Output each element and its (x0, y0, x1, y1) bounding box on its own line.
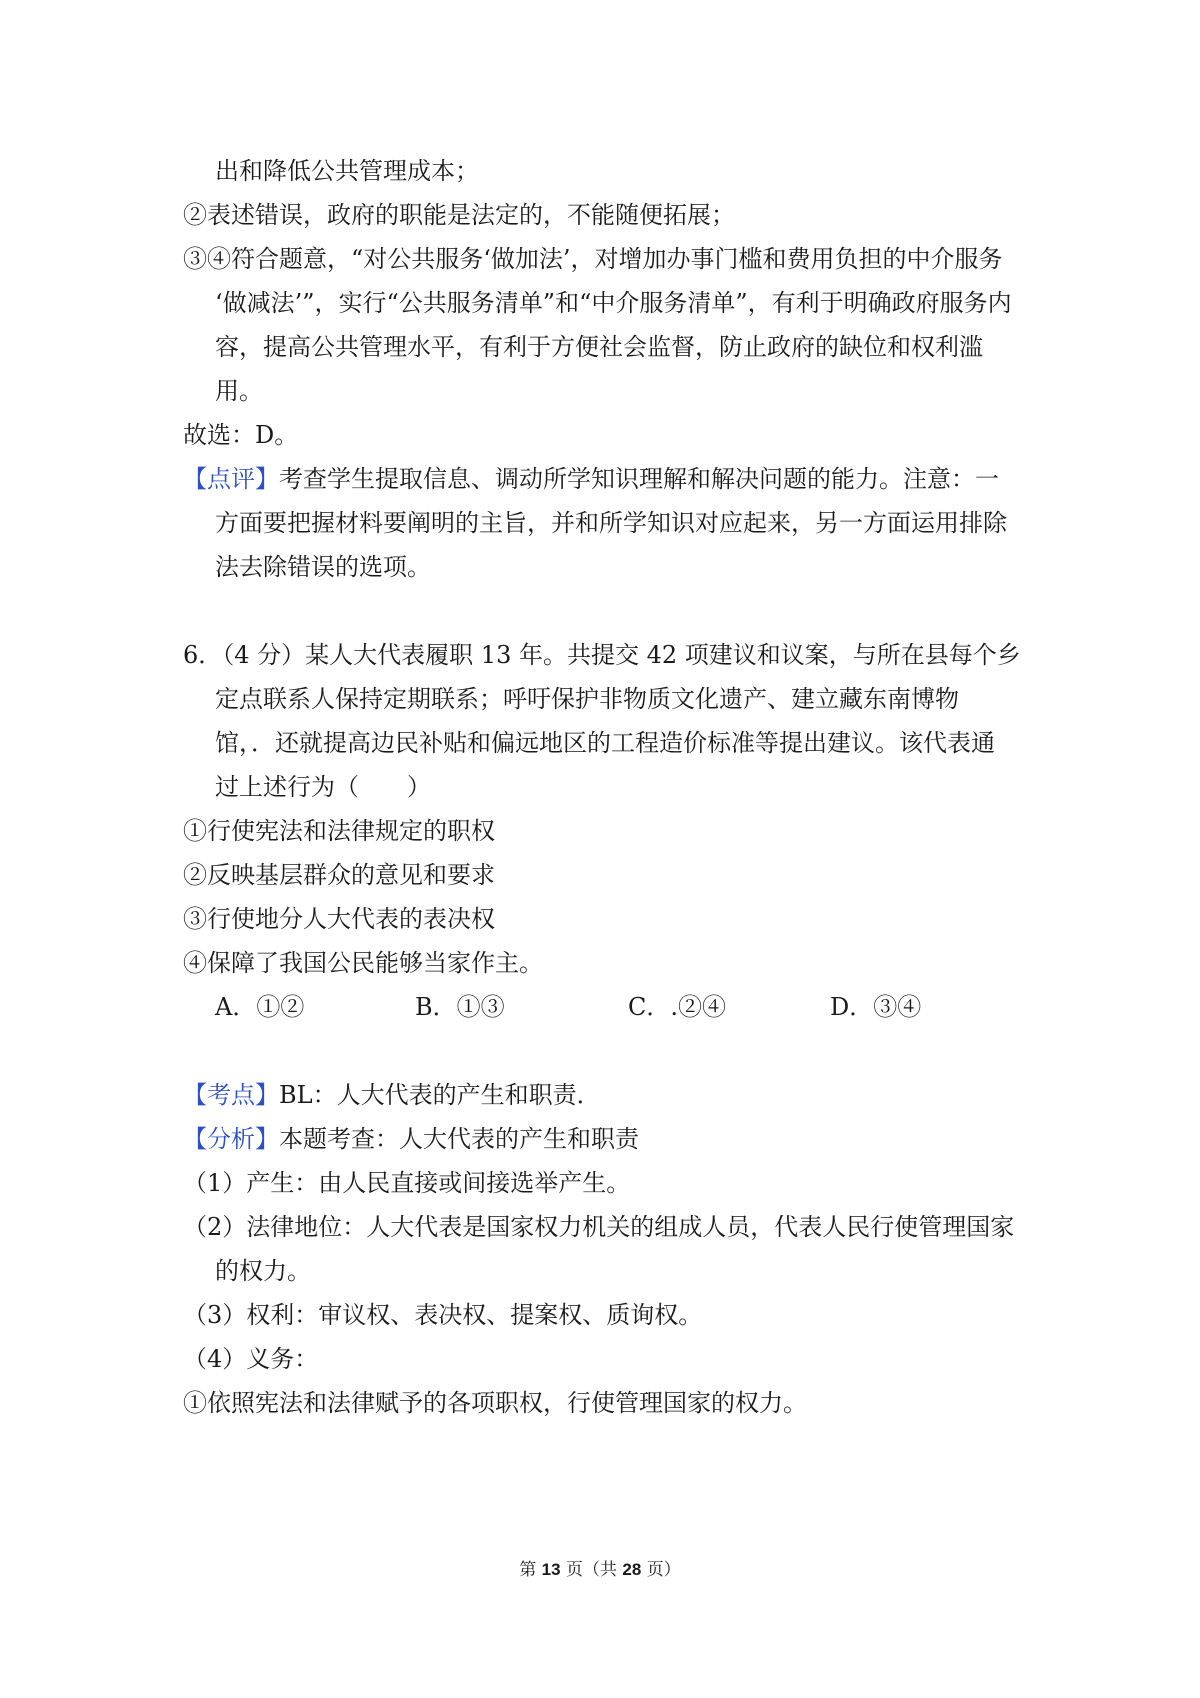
statement-item: ②反映基层群众的意见和要求 (183, 861, 495, 889)
option-a: A．①② (215, 993, 305, 1021)
fenxi-line (183, 1123, 639, 1155)
footer-total-pages: 28 (622, 1560, 642, 1579)
option-c: C．.②④ (628, 993, 726, 1021)
page-footer (0, 1558, 1200, 1582)
comment-line: 法去除错误的选项。 (215, 553, 431, 581)
option-b: B．①③ (415, 993, 505, 1021)
analysis-line: ③④符合题意，“对公共服务‘做加法’，对增加办事门槛和费用负担的中介服务 (183, 245, 1003, 273)
analysis-line: 容，提高公共管理水平，有利于方便社会监督，防止政府的缺位和权利滥 (215, 333, 983, 361)
analysis-line: 出和降低公共管理成本； (215, 157, 479, 185)
analysis-line: ‘做减法’”，实行“公共服务清单”和“中介服务清单”，有利于明确政府服务内 (215, 289, 1012, 317)
comment-text: 考查学生提取信息、调动所学知识理解和解决问题的能力。注意：一 (279, 465, 999, 493)
fenxi-tag: 【分析】 (183, 1125, 279, 1153)
comment-line: 方面要把握材料要阐明的主旨，并和所学知识对应起来，另一方面运用排除 (215, 509, 1007, 537)
fenxi-item: （1）产生：由人民直接或间接选举产生。 (183, 1169, 631, 1197)
answer-line: 故选：D。 (183, 421, 299, 449)
footer-pre: 第 (519, 1560, 542, 1580)
statement-item: ①行使宪法和法律规定的职权 (183, 817, 495, 845)
kaodian-text: BL：人大代表的产生和职责． (279, 1081, 601, 1109)
fenxi-item: （2）法律地位：人大代表是国家权力机关的组成人员，代表人民行使管理国家 (183, 1213, 1015, 1241)
footer-page-number: 13 (541, 1560, 561, 1579)
fenxi-item: 的权力。 (215, 1257, 311, 1285)
fenxi-text: 本题考查：人大代表的产生和职责 (279, 1125, 639, 1153)
statement-item: ④保障了我国公民能够当家作主。 (183, 949, 543, 977)
question-line: 过上述行为（ ） (215, 773, 431, 801)
fenxi-item: （4）义务： (183, 1345, 319, 1373)
fenxi-item: （3）权利：审议权、表决权、提案权、质询权。 (183, 1301, 703, 1329)
kaodian-line (183, 1079, 601, 1111)
analysis-line: 用。 (215, 377, 263, 405)
fenxi-item: ①依照宪法和法律赋予的各项职权，行使管理国家的权力。 (183, 1389, 807, 1417)
footer-mid: 页（共 (560, 1560, 623, 1580)
option-d: D．③④ (830, 993, 922, 1021)
analysis-line: ②表述错误，政府的职能是法定的，不能随便拓展； (183, 201, 735, 229)
question-line: 馆，．还就提高边民补贴和偏远地区的工程造价标准等提出建议。该代表通 (215, 729, 995, 757)
comment-tag: 【点评】 (183, 465, 279, 493)
statement-item: ③行使地分人大代表的表决权 (183, 905, 495, 933)
footer-post: 页） (641, 1560, 681, 1580)
comment-line (183, 463, 999, 495)
kaodian-tag: 【考点】 (183, 1081, 279, 1109)
question-line: 定点联系人保持定期联系；呼吁保护非物质文化遗产、建立藏东南博物 (215, 685, 959, 713)
question-line: 6．（4 分）某人大代表履职 13 年。共提交 42 项建议和议案，与所在县每个乡 (183, 641, 1021, 669)
